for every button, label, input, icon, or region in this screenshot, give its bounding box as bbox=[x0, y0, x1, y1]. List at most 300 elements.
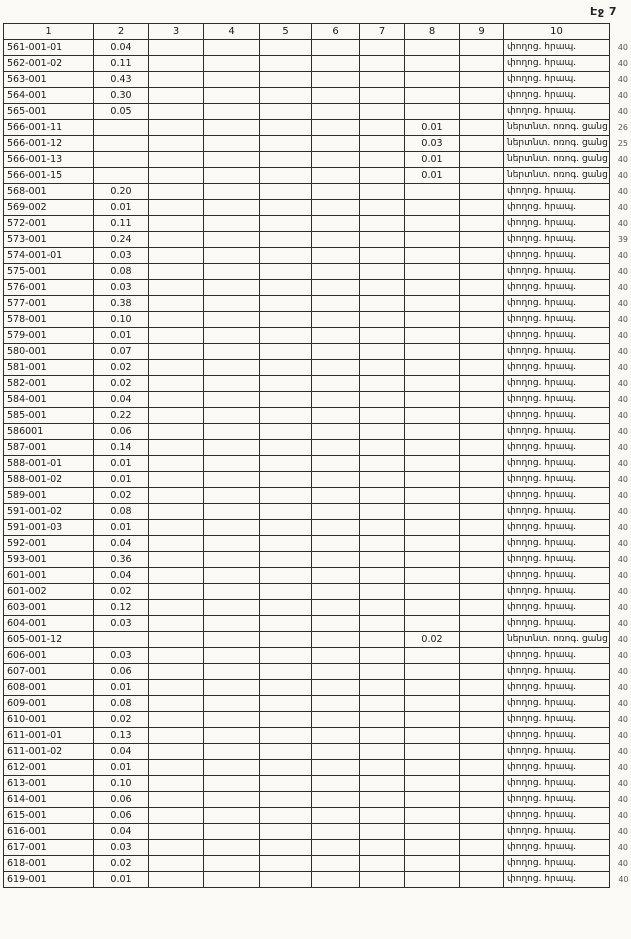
cell-col1: 610-001 bbox=[4, 712, 94, 728]
cell-col6 bbox=[312, 280, 360, 296]
cell-col2 bbox=[94, 168, 149, 184]
cell-col3 bbox=[149, 552, 204, 568]
cell-col5 bbox=[260, 728, 312, 744]
margin-note: 40 bbox=[617, 427, 628, 436]
cell-col3 bbox=[149, 808, 204, 824]
cell-col3 bbox=[149, 504, 204, 520]
cell-col10: փողոց. հրապ. bbox=[504, 88, 610, 104]
cell-col6 bbox=[312, 72, 360, 88]
cell-col4 bbox=[204, 168, 260, 184]
cell-col2: 0.04 bbox=[94, 536, 149, 552]
cell-col6 bbox=[312, 696, 360, 712]
cell-col4 bbox=[204, 72, 260, 88]
cell-col7 bbox=[360, 680, 405, 696]
table-row bbox=[4, 472, 630, 488]
cell-col10: փողոց. հրապ. bbox=[504, 456, 610, 472]
cell-col6 bbox=[312, 808, 360, 824]
cell-col6 bbox=[312, 456, 360, 472]
cell-col8 bbox=[405, 664, 460, 680]
cell-col7 bbox=[360, 488, 405, 504]
cell-col1: 588-001-01 bbox=[4, 456, 94, 472]
cell-col3 bbox=[149, 712, 204, 728]
cell-col10: փողոց. հրապ. bbox=[504, 648, 610, 664]
cell-col8 bbox=[405, 104, 460, 120]
cell-col5 bbox=[260, 696, 312, 712]
table-row bbox=[4, 360, 630, 376]
cell-col4 bbox=[204, 216, 260, 232]
cell-col9 bbox=[460, 552, 504, 568]
cell-col6 bbox=[312, 472, 360, 488]
cell-col8 bbox=[405, 216, 460, 232]
cell-col8 bbox=[405, 296, 460, 312]
margin-note: 40 bbox=[617, 683, 628, 692]
cell-col8 bbox=[405, 344, 460, 360]
cell-col4 bbox=[204, 296, 260, 312]
cell-col10: փողոց. հրապ. bbox=[504, 40, 610, 56]
cell-col2: 0.03 bbox=[94, 248, 149, 264]
cell-col7 bbox=[360, 344, 405, 360]
cell-col1: 601-001 bbox=[4, 568, 94, 584]
cell-col6 bbox=[312, 328, 360, 344]
cell-col5 bbox=[260, 600, 312, 616]
cell-col3 bbox=[149, 872, 204, 888]
cell-col4 bbox=[204, 40, 260, 56]
cell-col7 bbox=[360, 104, 405, 120]
cell-col2 bbox=[94, 136, 149, 152]
cell-col7 bbox=[360, 424, 405, 440]
cell-col8 bbox=[405, 472, 460, 488]
cell-col9 bbox=[460, 840, 504, 856]
cell-col7 bbox=[360, 296, 405, 312]
cell-col7 bbox=[360, 56, 405, 72]
cell-col2: 0.08 bbox=[94, 696, 149, 712]
cell-col5 bbox=[260, 248, 312, 264]
cell-col5 bbox=[260, 264, 312, 280]
cell-col2: 0.01 bbox=[94, 760, 149, 776]
cell-col6 bbox=[312, 200, 360, 216]
cell-col5 bbox=[260, 840, 312, 856]
cell-col1: 611-001-02 bbox=[4, 744, 94, 760]
cell-col4 bbox=[204, 360, 260, 376]
cell-col1: 564-001 bbox=[4, 88, 94, 104]
cell-col4 bbox=[204, 792, 260, 808]
cell-col9 bbox=[460, 664, 504, 680]
cell-col3 bbox=[149, 760, 204, 776]
cell-col6 bbox=[312, 568, 360, 584]
cell-col4 bbox=[204, 856, 260, 872]
cell-col6 bbox=[312, 824, 360, 840]
cell-col10: փողոց. հրապ. bbox=[504, 664, 610, 680]
cell-col8 bbox=[405, 488, 460, 504]
cell-col8 bbox=[405, 312, 460, 328]
cell-col4 bbox=[204, 824, 260, 840]
cell-col10: փողոց. հրապ. bbox=[504, 392, 610, 408]
cell-col9 bbox=[460, 264, 504, 280]
cell-col6 bbox=[312, 424, 360, 440]
cell-col2: 0.08 bbox=[94, 264, 149, 280]
cell-col4 bbox=[204, 440, 260, 456]
cell-col4 bbox=[204, 712, 260, 728]
cell-col5 bbox=[260, 856, 312, 872]
cell-col8 bbox=[405, 520, 460, 536]
cell-col4 bbox=[204, 200, 260, 216]
margin-note: 40 bbox=[617, 203, 628, 212]
cell-col4 bbox=[204, 264, 260, 280]
cell-col3 bbox=[149, 56, 204, 72]
cell-col1: 576-001 bbox=[4, 280, 94, 296]
table-row bbox=[4, 248, 630, 264]
cell-col4 bbox=[204, 136, 260, 152]
cell-col7 bbox=[360, 440, 405, 456]
cell-col3 bbox=[149, 264, 204, 280]
cell-col3 bbox=[149, 424, 204, 440]
column-header-7: 7 bbox=[360, 24, 405, 40]
cell-col3 bbox=[149, 120, 204, 136]
cell-col10: փողոց. հրապ. bbox=[504, 552, 610, 568]
cell-col9 bbox=[460, 424, 504, 440]
cell-col6 bbox=[312, 184, 360, 200]
cell-col4 bbox=[204, 344, 260, 360]
cell-col8 bbox=[405, 392, 460, 408]
cell-col2: 0.13 bbox=[94, 728, 149, 744]
cell-col9 bbox=[460, 776, 504, 792]
table-row bbox=[4, 440, 630, 456]
table-body bbox=[4, 40, 630, 888]
cell-col7 bbox=[360, 408, 405, 424]
cell-col5 bbox=[260, 88, 312, 104]
cell-col6 bbox=[312, 248, 360, 264]
cell-col7 bbox=[360, 536, 405, 552]
cell-col1: 581-001 bbox=[4, 360, 94, 376]
cell-col10: փողոց. հրապ. bbox=[504, 360, 610, 376]
cell-col3 bbox=[149, 40, 204, 56]
cell-col4 bbox=[204, 120, 260, 136]
cell-col3 bbox=[149, 184, 204, 200]
cell-col5 bbox=[260, 40, 312, 56]
cell-col4 bbox=[204, 328, 260, 344]
cell-col7 bbox=[360, 232, 405, 248]
cell-col1: 619-001 bbox=[4, 872, 94, 888]
cell-col8 bbox=[405, 744, 460, 760]
margin-note: 40 bbox=[617, 315, 628, 324]
table-row bbox=[4, 760, 630, 776]
table-row bbox=[4, 504, 630, 520]
cell-col2: 0.01 bbox=[94, 520, 149, 536]
table-row bbox=[4, 552, 630, 568]
cell-col8 bbox=[405, 88, 460, 104]
margin-note: 40 bbox=[617, 379, 628, 388]
cell-col6 bbox=[312, 856, 360, 872]
cell-col8 bbox=[405, 440, 460, 456]
cell-col5 bbox=[260, 664, 312, 680]
cell-col4 bbox=[204, 632, 260, 648]
table-row bbox=[4, 520, 630, 536]
cell-col5 bbox=[260, 392, 312, 408]
table-row bbox=[4, 232, 630, 248]
cell-col8 bbox=[405, 264, 460, 280]
cell-col9 bbox=[460, 632, 504, 648]
cell-col4 bbox=[204, 504, 260, 520]
data-table bbox=[3, 23, 630, 888]
cell-col3 bbox=[149, 392, 204, 408]
cell-col7 bbox=[360, 376, 405, 392]
cell-col8 bbox=[405, 808, 460, 824]
cell-col5 bbox=[260, 360, 312, 376]
cell-col4 bbox=[204, 376, 260, 392]
cell-col3 bbox=[149, 440, 204, 456]
cell-col6 bbox=[312, 632, 360, 648]
column-header-10: 10 bbox=[504, 24, 610, 40]
cell-col2: 0.03 bbox=[94, 840, 149, 856]
cell-col7 bbox=[360, 632, 405, 648]
cell-col3 bbox=[149, 200, 204, 216]
cell-col10: փողոց. հրապ. bbox=[504, 520, 610, 536]
cell-col6 bbox=[312, 648, 360, 664]
margin-note: 40 bbox=[617, 811, 628, 820]
cell-col6 bbox=[312, 680, 360, 696]
cell-col8 bbox=[405, 504, 460, 520]
cell-col5 bbox=[260, 440, 312, 456]
table-row bbox=[4, 40, 630, 56]
cell-col10: ներտնտ. ոռոգ. ցանց bbox=[504, 632, 610, 648]
cell-col9 bbox=[460, 728, 504, 744]
cell-col2: 0.02 bbox=[94, 856, 149, 872]
margin-note: 40 bbox=[617, 699, 628, 708]
cell-col4 bbox=[204, 568, 260, 584]
margin-note: 40 bbox=[617, 763, 628, 772]
cell-col9 bbox=[460, 248, 504, 264]
cell-col1: 607-001 bbox=[4, 664, 94, 680]
column-header-1: 1 bbox=[4, 24, 94, 40]
table-row bbox=[4, 792, 630, 808]
cell-col4 bbox=[204, 392, 260, 408]
table-row bbox=[4, 200, 630, 216]
cell-col5 bbox=[260, 584, 312, 600]
cell-col4 bbox=[204, 872, 260, 888]
cell-col4 bbox=[204, 536, 260, 552]
cell-col2: 0.04 bbox=[94, 824, 149, 840]
table-row bbox=[4, 408, 630, 424]
table-row bbox=[4, 104, 630, 120]
cell-col6 bbox=[312, 520, 360, 536]
margin-note: 40 bbox=[617, 75, 628, 84]
cell-col3 bbox=[149, 216, 204, 232]
margin-note: 40 bbox=[617, 571, 628, 580]
cell-col9 bbox=[460, 600, 504, 616]
cell-col3 bbox=[149, 632, 204, 648]
cell-col1: 569-002 bbox=[4, 200, 94, 216]
cell-col2: 0.38 bbox=[94, 296, 149, 312]
cell-col3 bbox=[149, 840, 204, 856]
table-row bbox=[4, 424, 630, 440]
table-row bbox=[4, 536, 630, 552]
cell-col10: փողոց. հրապ. bbox=[504, 56, 610, 72]
cell-col5 bbox=[260, 296, 312, 312]
cell-col10: փողոց. հրապ. bbox=[504, 472, 610, 488]
cell-col7 bbox=[360, 664, 405, 680]
cell-col9 bbox=[460, 152, 504, 168]
margin-note: 40 bbox=[618, 875, 629, 884]
cell-col7 bbox=[360, 616, 405, 632]
cell-col8 bbox=[405, 184, 460, 200]
cell-col2: 0.01 bbox=[94, 872, 149, 888]
cell-col5 bbox=[260, 408, 312, 424]
cell-col3 bbox=[149, 360, 204, 376]
cell-col3 bbox=[149, 248, 204, 264]
cell-col9 bbox=[460, 712, 504, 728]
cell-col8 bbox=[405, 568, 460, 584]
cell-col10: փողոց. հրապ. bbox=[504, 856, 610, 872]
cell-col10: փողոց. հրապ. bbox=[504, 200, 610, 216]
cell-col10: ներտնտ. ոռոգ. ցանց bbox=[504, 168, 610, 184]
cell-col9 bbox=[460, 136, 504, 152]
cell-col8 bbox=[405, 200, 460, 216]
cell-col1: 582-001 bbox=[4, 376, 94, 392]
cell-col9 bbox=[460, 408, 504, 424]
cell-col5 bbox=[260, 776, 312, 792]
cell-col7 bbox=[360, 136, 405, 152]
cell-col9 bbox=[460, 520, 504, 536]
cell-col9 bbox=[460, 72, 504, 88]
cell-col10: փողոց. հրապ. bbox=[504, 488, 610, 504]
cell-col9 bbox=[460, 392, 504, 408]
cell-col4 bbox=[204, 808, 260, 824]
cell-col10: փողոց. հրապ. bbox=[504, 72, 610, 88]
table-row bbox=[4, 264, 630, 280]
cell-col10: փողոց. հրապ. bbox=[504, 408, 610, 424]
cell-col4 bbox=[204, 744, 260, 760]
margin-note: 40 bbox=[617, 843, 628, 852]
cell-col1: 603-001 bbox=[4, 600, 94, 616]
margin-note: 40 bbox=[617, 155, 628, 164]
cell-col6 bbox=[312, 152, 360, 168]
cell-col4 bbox=[204, 728, 260, 744]
cell-col8 bbox=[405, 696, 460, 712]
cell-col2: 0.01 bbox=[94, 328, 149, 344]
cell-col8 bbox=[405, 600, 460, 616]
column-header-3: 3 bbox=[149, 24, 204, 40]
cell-col7 bbox=[360, 568, 405, 584]
cell-col2: 0.02 bbox=[94, 488, 149, 504]
margin-note: 40 bbox=[617, 523, 628, 532]
cell-col10: փողոց. հրապ. bbox=[504, 808, 610, 824]
cell-col3 bbox=[149, 312, 204, 328]
column-header-4: 4 bbox=[204, 24, 260, 40]
cell-col1: 578-001 bbox=[4, 312, 94, 328]
cell-col7 bbox=[360, 40, 405, 56]
cell-col8 bbox=[405, 408, 460, 424]
cell-col10: ներտնտ. ոռոգ. ցանց bbox=[504, 120, 610, 136]
cell-col4 bbox=[204, 648, 260, 664]
cell-col7 bbox=[360, 504, 405, 520]
cell-col1: 591-001-03 bbox=[4, 520, 94, 536]
cell-col3 bbox=[149, 680, 204, 696]
cell-col9 bbox=[460, 872, 504, 888]
cell-col2: 0.08 bbox=[94, 504, 149, 520]
cell-col10: փողոց. հրապ. bbox=[504, 184, 610, 200]
cell-col5 bbox=[260, 136, 312, 152]
cell-col1: 579-001 bbox=[4, 328, 94, 344]
cell-col10: ներտնտ. ոռոգ. ցանց bbox=[504, 152, 610, 168]
margin-note: 40 bbox=[617, 539, 628, 548]
cell-col4 bbox=[204, 520, 260, 536]
cell-col1: 563-001 bbox=[4, 72, 94, 88]
cell-col4 bbox=[204, 616, 260, 632]
cell-col9 bbox=[460, 376, 504, 392]
cell-col7 bbox=[360, 248, 405, 264]
cell-col1: 592-001 bbox=[4, 536, 94, 552]
cell-col10: փողոց. հրապ. bbox=[504, 696, 610, 712]
cell-col6 bbox=[312, 728, 360, 744]
cell-col1: 568-001 bbox=[4, 184, 94, 200]
cell-col8 bbox=[405, 872, 460, 888]
cell-col9 bbox=[460, 824, 504, 840]
cell-col7 bbox=[360, 648, 405, 664]
cell-col4 bbox=[204, 680, 260, 696]
cell-col5 bbox=[260, 632, 312, 648]
cell-col6 bbox=[312, 552, 360, 568]
cell-col2: 0.30 bbox=[94, 88, 149, 104]
cell-col4 bbox=[204, 88, 260, 104]
cell-col9 bbox=[460, 456, 504, 472]
cell-col7 bbox=[360, 456, 405, 472]
cell-col10: փողոց. հրապ. bbox=[504, 216, 610, 232]
cell-col3 bbox=[149, 824, 204, 840]
margin-note: 40 bbox=[617, 251, 628, 260]
cell-col3 bbox=[149, 280, 204, 296]
cell-col1: 608-001 bbox=[4, 680, 94, 696]
cell-col4 bbox=[204, 696, 260, 712]
margin-note: 40 bbox=[617, 555, 628, 564]
cell-col2: 0.01 bbox=[94, 200, 149, 216]
cell-col1: 562-001-02 bbox=[4, 56, 94, 72]
table-row bbox=[4, 856, 630, 872]
cell-col10: փողոց. հրապ. bbox=[504, 280, 610, 296]
cell-col7 bbox=[360, 392, 405, 408]
cell-col3 bbox=[149, 72, 204, 88]
table-row bbox=[4, 872, 630, 888]
cell-col10: փողոց. հրապ. bbox=[504, 328, 610, 344]
cell-col7 bbox=[360, 792, 405, 808]
cell-col6 bbox=[312, 616, 360, 632]
cell-col1: 566-001-15 bbox=[4, 168, 94, 184]
cell-col7 bbox=[360, 728, 405, 744]
cell-col9 bbox=[460, 616, 504, 632]
margin-note: 40 bbox=[617, 651, 628, 660]
cell-col10: փողոց. հրապ. bbox=[504, 568, 610, 584]
margin-note: 40 bbox=[617, 171, 628, 180]
cell-col4 bbox=[204, 664, 260, 680]
cell-col3 bbox=[149, 568, 204, 584]
margin-note: 40 bbox=[617, 443, 628, 452]
cell-col6 bbox=[312, 264, 360, 280]
margin-note: 40 bbox=[617, 107, 628, 116]
cell-col2: 0.02 bbox=[94, 712, 149, 728]
cell-col10: փողոց. հրապ. bbox=[504, 680, 610, 696]
cell-col7 bbox=[360, 472, 405, 488]
cell-col8 bbox=[405, 760, 460, 776]
cell-col9 bbox=[460, 440, 504, 456]
column-header-6: 6 bbox=[312, 24, 360, 40]
cell-col2: 0.10 bbox=[94, 312, 149, 328]
cell-col8 bbox=[405, 248, 460, 264]
cell-col7 bbox=[360, 120, 405, 136]
cell-col5 bbox=[260, 424, 312, 440]
cell-col8 bbox=[405, 40, 460, 56]
cell-col7 bbox=[360, 808, 405, 824]
cell-col2: 0.03 bbox=[94, 616, 149, 632]
cell-col1: 609-001 bbox=[4, 696, 94, 712]
